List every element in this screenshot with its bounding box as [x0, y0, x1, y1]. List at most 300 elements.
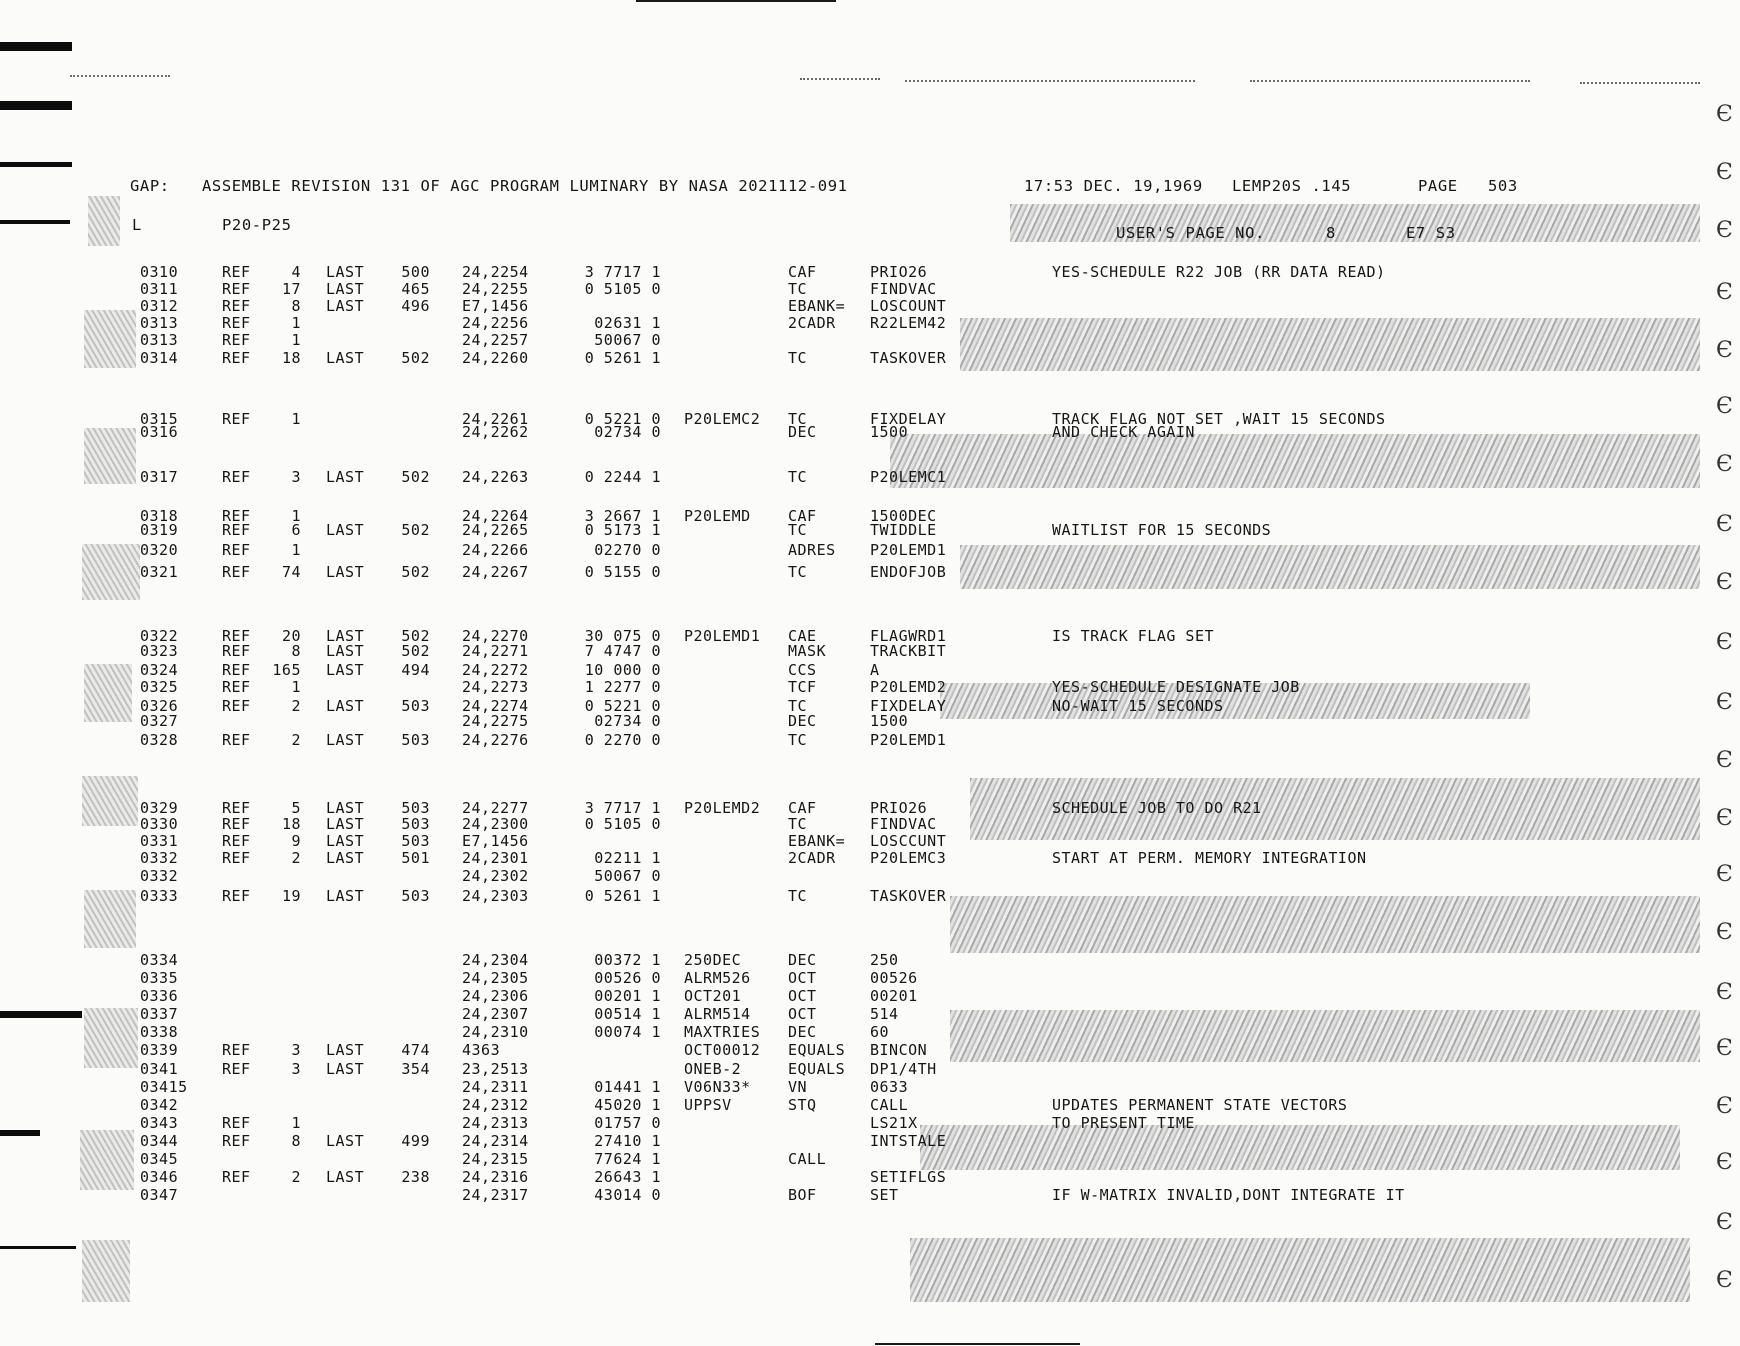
octal-word: 0 5261 1	[584, 349, 661, 367]
comment: START AT PERM. MEMORY INTEGRATION	[1052, 849, 1367, 867]
last-marker: LAST	[326, 697, 365, 715]
line-number: 0311	[140, 280, 179, 298]
octal-word: 3 7717 1	[584, 799, 661, 817]
last-line: 502	[401, 642, 430, 660]
ref-marker: REF	[222, 799, 251, 817]
address: 24,2263	[462, 468, 529, 486]
line-number: 0338	[140, 1023, 179, 1041]
operand: PRIO26	[870, 799, 928, 817]
comment: UPDATES PERMANENT STATE VECTORS	[1052, 1096, 1348, 1114]
ref-count: 8	[291, 297, 301, 315]
octal-word: 0 5221 0	[584, 410, 661, 428]
binder-hole-mark: Є	[1716, 748, 1733, 773]
ref-count: 1	[291, 331, 301, 349]
line-number: 0339	[140, 1041, 179, 1059]
last-marker: LAST	[326, 799, 365, 817]
binder-hole-mark: Є	[1716, 280, 1733, 305]
address: 24,2270	[462, 627, 529, 645]
symbol-label: ONEB-2	[684, 1060, 742, 1078]
line-number: 0331	[140, 832, 179, 850]
last-marker: LAST	[326, 263, 365, 281]
symbol-label: MAXTRIES	[684, 1023, 761, 1041]
operand: P20LEMC1	[870, 468, 947, 486]
punch-mark	[0, 1246, 76, 1249]
operand: P20LEMC3	[870, 849, 947, 867]
address: 24,2312	[462, 1096, 529, 1114]
header-page-label: PAGE	[1418, 177, 1458, 195]
opcode: TC	[788, 731, 808, 749]
binder-hole-mark: Є	[1716, 570, 1733, 595]
comment: YES-SCHEDULE DESIGNATE JOB	[1052, 678, 1300, 696]
ref-count: 20	[281, 627, 301, 645]
line-number: 0327	[140, 712, 179, 730]
line-number: 0317	[140, 468, 179, 486]
operand: 1500DEC	[870, 507, 937, 525]
octal-word: 00526 0	[594, 969, 661, 987]
opcode: DEC	[788, 712, 817, 730]
header-timestamp: 17:53 DEC. 19,1969	[1024, 177, 1203, 195]
ref-marker: REF	[222, 314, 251, 332]
octal-word: 50067 0	[594, 867, 661, 885]
last-line: 494	[401, 661, 430, 679]
ref-marker: REF	[222, 642, 251, 660]
operand: DP1/4TH	[870, 1060, 937, 1078]
opcode: TC	[788, 468, 808, 486]
line-number: 0342	[140, 1096, 179, 1114]
listing-row	[0, 1078, 1740, 1096]
line-number: 0323	[140, 642, 179, 660]
address: 24,2260	[462, 349, 529, 367]
ref-count: 17	[281, 280, 301, 298]
operand: TWIDDLE	[870, 521, 937, 539]
comment: WAITLIST FOR 15 SECONDS	[1052, 521, 1272, 539]
address: 24,2256	[462, 314, 529, 332]
octal-word: 00372 1	[594, 951, 661, 969]
octal-word: 0 5105 0	[584, 280, 661, 298]
line-number: 0341	[140, 1060, 179, 1078]
symbol-label: UPPSV	[684, 1096, 732, 1114]
ref-count: 2	[291, 697, 301, 715]
subheader-flag: L	[132, 216, 142, 234]
listing-row	[0, 987, 1740, 1005]
opcode: BOF	[788, 1186, 817, 1204]
opcode: TC	[788, 563, 808, 581]
comment: SCHEDULE JOB TO DO R21	[1052, 799, 1262, 817]
address: 24,2311	[462, 1078, 529, 1096]
comment: AND CHECK AGAIN	[1052, 423, 1195, 441]
octal-word: 45020 1	[594, 1096, 661, 1114]
last-line: 502	[401, 521, 430, 539]
ref-marker: REF	[222, 507, 251, 525]
operand: INTSTALE	[870, 1132, 947, 1150]
listing-row	[0, 661, 1740, 679]
address: 24,2265	[462, 521, 529, 539]
opcode: EQUALS	[788, 1041, 846, 1059]
listing-row	[0, 832, 1740, 850]
last-marker: LAST	[326, 468, 365, 486]
binder-hole-mark: Є	[1716, 690, 1733, 715]
ref-marker: REF	[222, 1132, 251, 1150]
opcode: TC	[788, 815, 808, 833]
ref-marker: REF	[222, 1060, 251, 1078]
operand: 0633	[870, 1078, 909, 1096]
binder-hole-mark: Є	[1716, 1150, 1733, 1175]
ref-count: 1	[291, 541, 301, 559]
subheader-section: P20-P25	[222, 216, 292, 234]
ref-marker: REF	[222, 263, 251, 281]
last-marker: LAST	[326, 887, 365, 905]
line-number: 0324	[140, 661, 179, 679]
opcode: OCT	[788, 987, 817, 1005]
line-number: 0345	[140, 1150, 179, 1168]
operand: A	[870, 661, 880, 679]
line-number: 0312	[140, 297, 179, 315]
last-line: 502	[401, 349, 430, 367]
operand: FIXDELAY	[870, 410, 947, 428]
ref-marker: REF	[222, 410, 251, 428]
address: 24,2267	[462, 563, 529, 581]
line-number: 0322	[140, 627, 179, 645]
ref-count: 1	[291, 410, 301, 428]
margin-speckle	[82, 1240, 130, 1302]
listing-row	[0, 297, 1740, 315]
operand: ENDOFJOB	[870, 563, 947, 581]
ref-count: 6	[291, 521, 301, 539]
binder-hole-mark: Є	[1716, 630, 1733, 655]
ref-marker: REF	[222, 697, 251, 715]
octal-word: 02211 1	[594, 849, 661, 867]
ref-count: 165	[272, 661, 301, 679]
address: 24,2310	[462, 1023, 529, 1041]
address: 24,2306	[462, 987, 529, 1005]
operand: FLAGWRD1	[870, 627, 947, 645]
listing-row	[0, 1186, 1740, 1204]
operand: 60	[870, 1023, 890, 1041]
ref-count: 3	[291, 1041, 301, 1059]
listing-row	[0, 731, 1740, 749]
last-line: 465	[401, 280, 430, 298]
operand: BINCON	[870, 1041, 928, 1059]
margin-speckle	[88, 196, 120, 246]
address: 24,2271	[462, 642, 529, 660]
address: 24,2262	[462, 423, 529, 441]
comment: TO PRESENT TIME	[1052, 1114, 1195, 1132]
opcode: DEC	[788, 951, 817, 969]
octal-word: 0 5221 0	[584, 697, 661, 715]
binder-hole-mark: Є	[1716, 980, 1733, 1005]
last-line: 503	[401, 832, 430, 850]
last-marker: LAST	[326, 349, 365, 367]
opcode: MASK	[788, 642, 827, 660]
symbol-label: P20LEMD1	[684, 627, 761, 645]
address: 24,2317	[462, 1186, 529, 1204]
octal-word: 00201 1	[594, 987, 661, 1005]
ref-count: 2	[291, 1168, 301, 1186]
symbol-label: P20LEMD2	[684, 799, 761, 817]
octal-word: 3 2667 1	[584, 507, 661, 525]
address: 24,2315	[462, 1150, 529, 1168]
operand: SETIFLGS	[870, 1168, 947, 1186]
dotted-trace	[1250, 80, 1530, 82]
dotted-trace	[800, 78, 880, 80]
symbol-label: OCT201	[684, 987, 742, 1005]
operand: LS21X	[870, 1114, 918, 1132]
operand: 514	[870, 1005, 899, 1023]
listing-row	[0, 521, 1740, 539]
scan-shading	[1010, 204, 1700, 242]
ref-marker: REF	[222, 468, 251, 486]
last-marker: LAST	[326, 1132, 365, 1150]
listing-row	[0, 1114, 1740, 1132]
line-number: 0316	[140, 423, 179, 441]
listing-row	[0, 349, 1740, 367]
last-line: 496	[401, 297, 430, 315]
line-number: 0320	[140, 541, 179, 559]
last-marker: LAST	[326, 849, 365, 867]
opcode: CAF	[788, 507, 817, 525]
bottom-rule	[875, 1343, 1080, 1345]
octal-word: 27410 1	[594, 1132, 661, 1150]
address: 24,2272	[462, 661, 529, 679]
last-marker: LAST	[326, 832, 365, 850]
last-line: 503	[401, 731, 430, 749]
address: 24,2255	[462, 280, 529, 298]
line-number: 0336	[140, 987, 179, 1005]
dotted-trace	[1580, 82, 1700, 84]
address: 24,2276	[462, 731, 529, 749]
listing-row	[0, 969, 1740, 987]
address: 24,2254	[462, 263, 529, 281]
last-line: 503	[401, 697, 430, 715]
line-number: 0343	[140, 1114, 179, 1132]
operand: TASKOVER	[870, 887, 947, 905]
ref-count: 9	[291, 832, 301, 850]
comment: TRACK FLAG NOT SET ,WAIT 15 SECONDS	[1052, 410, 1386, 428]
binder-hole-mark: Є	[1716, 1210, 1733, 1235]
last-marker: LAST	[326, 731, 365, 749]
line-number: 0326	[140, 697, 179, 715]
line-number: 0313	[140, 331, 179, 349]
ref-count: 8	[291, 1132, 301, 1150]
last-line: 503	[401, 887, 430, 905]
listing-row	[0, 849, 1740, 867]
operand: TRACKBIT	[870, 642, 947, 660]
line-number: 0329	[140, 799, 179, 817]
punch-mark	[0, 162, 72, 167]
line-number: 0335	[140, 969, 179, 987]
address: E7,1456	[462, 297, 529, 315]
ref-count: 1	[291, 507, 301, 525]
address: 24,2266	[462, 541, 529, 559]
ref-count: 2	[291, 849, 301, 867]
octal-word: 0 2244 1	[584, 468, 661, 486]
listing-row	[0, 1168, 1740, 1186]
header-title: ASSEMBLE REVISION 131 OF AGC PROGRAM LUMINARY BY NASA 2021112-091	[202, 177, 848, 195]
listing-row	[0, 1096, 1740, 1114]
address: 24,2305	[462, 969, 529, 987]
comment: IS TRACK FLAG SET	[1052, 627, 1215, 645]
last-marker: LAST	[326, 1060, 365, 1078]
ref-marker: REF	[222, 1114, 251, 1132]
comment: YES-SCHEDULE R22 JOB (RR DATA READ)	[1052, 263, 1386, 281]
operand: SET	[870, 1186, 899, 1204]
listing-row	[0, 423, 1740, 441]
operand: FIXDELAY	[870, 697, 947, 715]
line-number: 0330	[140, 815, 179, 833]
line-number: 0334	[140, 951, 179, 969]
line-number: 0315	[140, 410, 179, 428]
operand: CALL	[870, 1096, 909, 1114]
operand: P20LEMD1	[870, 731, 947, 749]
subheader-code: E7 S3	[1406, 224, 1456, 242]
address: 24,2302	[462, 867, 529, 885]
last-line: 501	[401, 849, 430, 867]
listing-row	[0, 678, 1740, 696]
octal-word: 10 000 0	[584, 661, 661, 679]
last-line: 503	[401, 815, 430, 833]
ref-marker: REF	[222, 1168, 251, 1186]
binder-hole-mark: Є	[1716, 1094, 1733, 1119]
last-marker: LAST	[326, 661, 365, 679]
listing-row	[0, 1150, 1740, 1168]
address: E7,1456	[462, 832, 529, 850]
octal-word: 43014 0	[594, 1186, 661, 1204]
octal-word: 02270 0	[594, 541, 661, 559]
top-rule	[636, 0, 836, 2]
last-line: 500	[401, 263, 430, 281]
line-number: 0332	[140, 849, 179, 867]
dotted-trace	[905, 80, 1195, 82]
listing-row	[0, 1023, 1740, 1041]
operand: PRIO26	[870, 263, 928, 281]
operand: 1500	[870, 423, 909, 441]
listing-row	[0, 280, 1740, 298]
ref-count: 1	[291, 1114, 301, 1132]
ref-count: 2	[291, 731, 301, 749]
ref-marker: REF	[222, 280, 251, 298]
octal-word: 77624 1	[594, 1150, 661, 1168]
octal-word: 30 075 0	[584, 627, 661, 645]
octal-word: 0 5155 0	[584, 563, 661, 581]
listing-row	[0, 887, 1740, 905]
octal-word: 00514 1	[594, 1005, 661, 1023]
symbol-label: 250DEC	[684, 951, 742, 969]
operand: R22LEM42	[870, 314, 947, 332]
line-number: 0310	[140, 263, 179, 281]
symbol-label: P20LEMC2	[684, 410, 761, 428]
users-page-label: USER'S PAGE NO.	[1116, 224, 1265, 242]
operand: TASKOVER	[870, 349, 947, 367]
listing-row	[0, 563, 1740, 581]
operand: P20LEMD1	[870, 541, 947, 559]
address: 24,2316	[462, 1168, 529, 1186]
opcode: OCT	[788, 969, 817, 987]
ref-count: 3	[291, 1060, 301, 1078]
address: 24,2274	[462, 697, 529, 715]
listing-row	[0, 263, 1740, 281]
address: 24,2277	[462, 799, 529, 817]
binder-hole-mark: Є	[1716, 1268, 1733, 1293]
last-line: 474	[401, 1041, 430, 1059]
listing-row	[0, 867, 1740, 885]
line-number: 0328	[140, 731, 179, 749]
ref-marker: REF	[222, 349, 251, 367]
symbol-label: ALRM526	[684, 969, 751, 987]
octal-word: 26643 1	[594, 1168, 661, 1186]
listing-row	[0, 815, 1740, 833]
ref-marker: REF	[222, 731, 251, 749]
address: 24,2257	[462, 331, 529, 349]
comment: IF W-MATRIX INVALID,DONT INTEGRATE IT	[1052, 1186, 1405, 1204]
binder-hole-mark: Є	[1716, 512, 1733, 537]
opcode: CCS	[788, 661, 817, 679]
line-number: 0333	[140, 887, 179, 905]
operand: P20LEMD2	[870, 678, 947, 696]
opcode: TC	[788, 697, 808, 715]
ref-count: 18	[281, 349, 301, 367]
opcode: VN	[788, 1078, 808, 1096]
ref-marker: REF	[222, 541, 251, 559]
last-marker: LAST	[326, 280, 365, 298]
opcode: CAF	[788, 263, 817, 281]
last-line: 499	[401, 1132, 430, 1150]
octal-word: 01757 0	[594, 1114, 661, 1132]
last-marker: LAST	[326, 297, 365, 315]
ref-marker: REF	[222, 832, 251, 850]
last-line: 502	[401, 627, 430, 645]
dotted-trace	[70, 75, 170, 77]
ref-count: 1	[291, 678, 301, 696]
binder-hole-mark: Є	[1716, 1036, 1733, 1061]
ref-count: 3	[291, 468, 301, 486]
last-marker: LAST	[326, 642, 365, 660]
ref-count: 4	[291, 263, 301, 281]
binder-hole-mark: Є	[1716, 102, 1733, 127]
opcode: CAF	[788, 799, 817, 817]
opcode: 2CADR	[788, 314, 836, 332]
listing-row	[0, 314, 1740, 332]
last-marker: LAST	[326, 1041, 365, 1059]
last-marker: LAST	[326, 627, 365, 645]
opcode: TC	[788, 349, 808, 367]
address: 24,2314	[462, 1132, 529, 1150]
ref-count: 74	[281, 563, 301, 581]
opcode: DEC	[788, 423, 817, 441]
listing-row	[0, 1132, 1740, 1150]
address: 24,2275	[462, 712, 529, 730]
operand: LOSCCUNT	[870, 832, 947, 850]
address: 23,2513	[462, 1060, 529, 1078]
address: 24,2304	[462, 951, 529, 969]
operand: LOSCOUNT	[870, 297, 947, 315]
octal-word: 7 4747 0	[584, 642, 661, 660]
octal-word: 1 2277 0	[584, 678, 661, 696]
ref-marker: REF	[222, 563, 251, 581]
binder-hole-mark: Є	[1716, 806, 1733, 831]
symbol-label: V06N33*	[684, 1078, 751, 1096]
opcode: STQ	[788, 1096, 817, 1114]
header-prefix: GAP:	[130, 177, 170, 195]
opcode: 2CADR	[788, 849, 836, 867]
last-line: 503	[401, 799, 430, 817]
ref-marker: REF	[222, 887, 251, 905]
header-page-number: 503	[1488, 177, 1518, 195]
opcode: ADRES	[788, 541, 836, 559]
octal-word: 50067 0	[594, 331, 661, 349]
octal-word: 00074 1	[594, 1023, 661, 1041]
opcode: EQUALS	[788, 1060, 846, 1078]
opcode: CAE	[788, 627, 817, 645]
